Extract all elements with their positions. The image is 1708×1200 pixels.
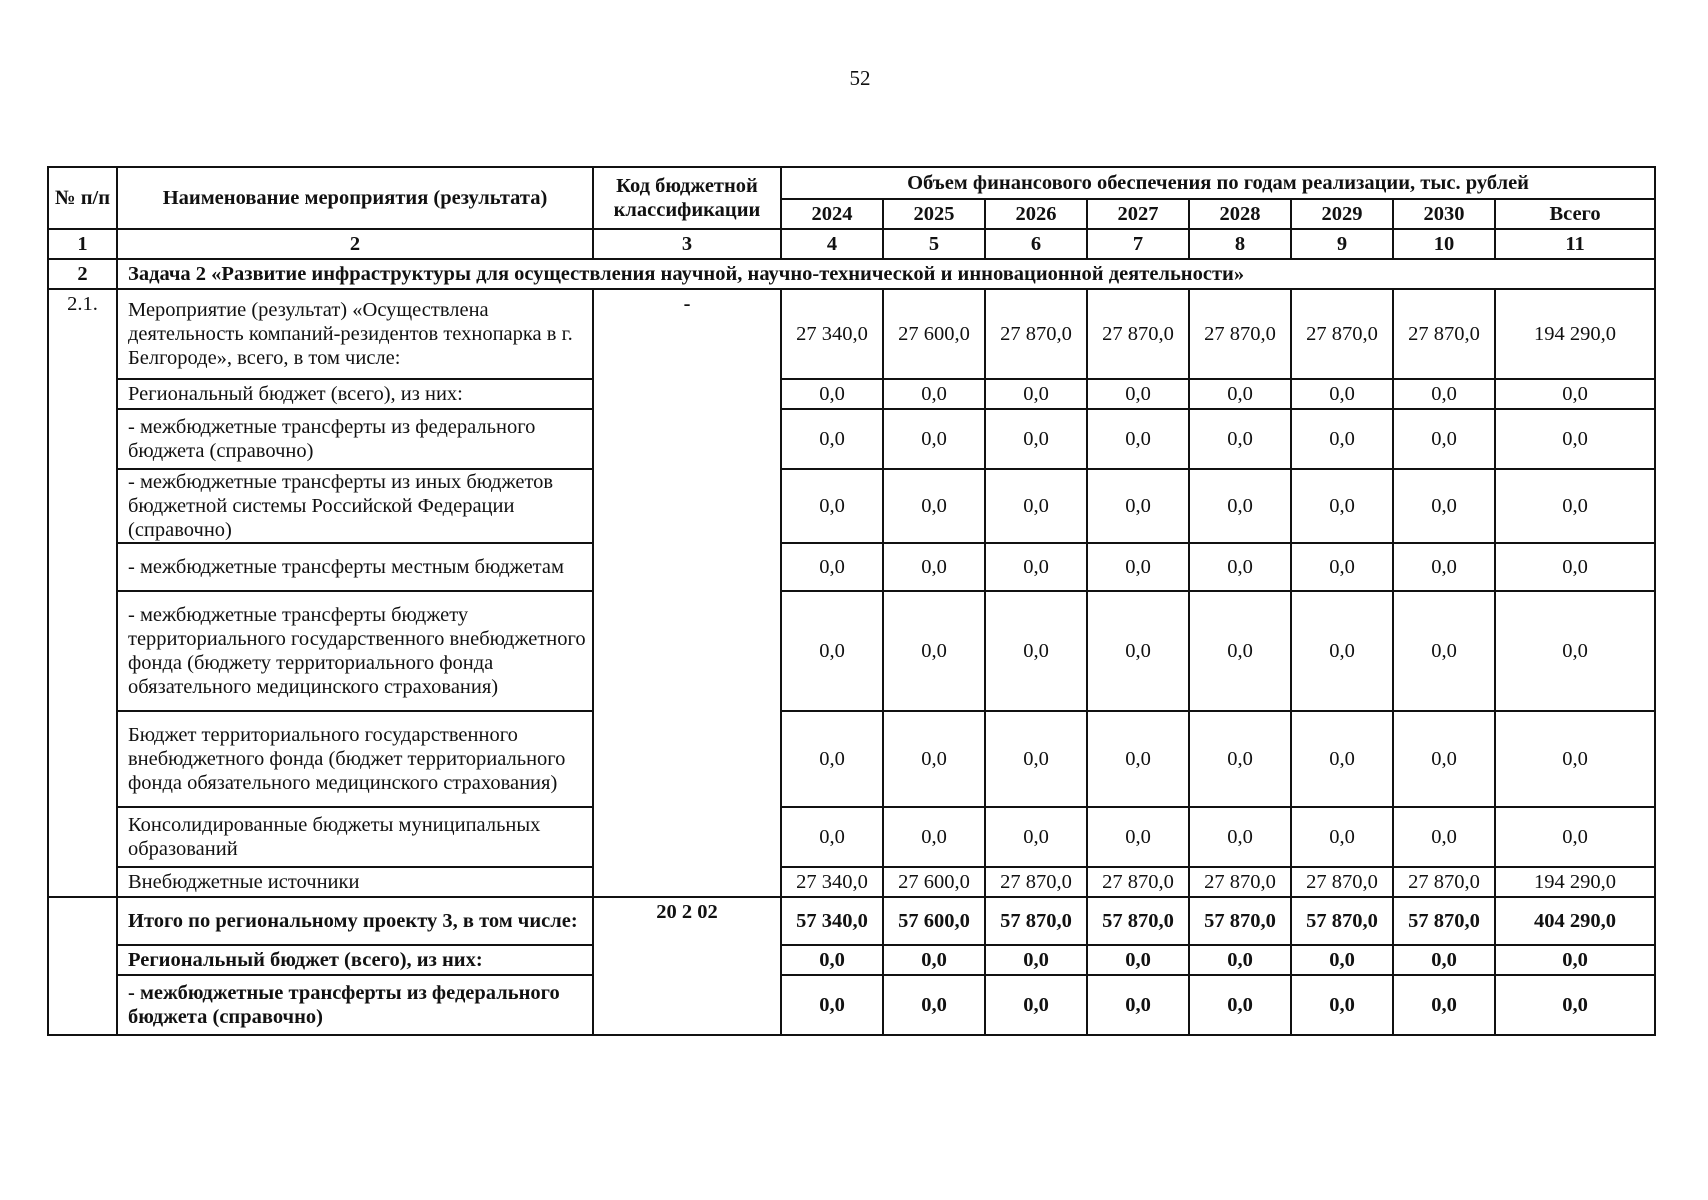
row-value: 0,0 — [1189, 807, 1291, 867]
row-value: 0,0 — [883, 543, 985, 591]
measure-row — [48, 469, 1655, 543]
row-value: 194 290,0 — [1495, 867, 1655, 897]
row-value: 404 290,0 — [1495, 897, 1655, 945]
row-value: 0,0 — [1087, 543, 1189, 591]
header-index: 1 — [48, 229, 117, 259]
row-value: 0,0 — [781, 591, 883, 711]
row-value: 0,0 — [1291, 975, 1393, 1035]
task-num: 2 — [48, 259, 117, 289]
row-value: 0,0 — [1495, 379, 1655, 409]
total-row — [48, 975, 1655, 1035]
row-value: 0,0 — [1087, 591, 1189, 711]
row-value: 194 290,0 — [1495, 289, 1655, 379]
row-value: 27 870,0 — [985, 289, 1087, 379]
row-value: 57 870,0 — [1291, 897, 1393, 945]
header-index-row — [48, 229, 1655, 259]
row-value: 0,0 — [883, 379, 985, 409]
row-value: 57 870,0 — [1393, 897, 1495, 945]
header-col-num: № п/п — [48, 167, 117, 229]
row-name: Консолидированные бюджеты муниципальных образований — [117, 807, 593, 867]
row-value: 0,0 — [1189, 409, 1291, 469]
row-value: 0,0 — [1291, 591, 1393, 711]
task-text: Задача 2 «Развитие инфраструктуры для осуществления научной, научно-технической и инновационной деятельности» — [117, 259, 1655, 289]
row-value: 0,0 — [1189, 469, 1291, 543]
row-value: 0,0 — [985, 543, 1087, 591]
row-value: 0,0 — [1087, 975, 1189, 1035]
row-value: 0,0 — [1393, 409, 1495, 469]
row-value: 0,0 — [1291, 807, 1393, 867]
row-value: 0,0 — [1087, 711, 1189, 807]
row-value: 0,0 — [1087, 945, 1189, 975]
row-value: 0,0 — [1189, 945, 1291, 975]
measure-row — [48, 591, 1655, 711]
row-name: - межбюджетные трансферты бюджету территориального государственного внебюджетного фонда (бюджету территориального фонда обязательного медицинского страхования) — [117, 591, 593, 711]
row-value: 0,0 — [1495, 945, 1655, 975]
header-year: 2028 — [1189, 199, 1291, 229]
header-index: 4 — [781, 229, 883, 259]
measure-row-code: - — [593, 289, 781, 897]
row-value: 57 870,0 — [985, 897, 1087, 945]
row-value: 57 870,0 — [1087, 897, 1189, 945]
row-value: 0,0 — [883, 409, 985, 469]
row-value: 0,0 — [1189, 543, 1291, 591]
header-index: 7 — [1087, 229, 1189, 259]
row-value: 27 870,0 — [1291, 289, 1393, 379]
row-value: 0,0 — [781, 711, 883, 807]
total-row — [48, 945, 1655, 975]
row-name: Мероприятие (результат) «Осуществлена деятельность компаний-резидентов технопарка в г. Белгороде», всего, в том числе: — [117, 289, 593, 379]
row-name: - межбюджетные трансферты из федерального бюджета (справочно) — [117, 975, 593, 1035]
row-value: 0,0 — [1189, 591, 1291, 711]
header-index: 3 — [593, 229, 781, 259]
row-value: 0,0 — [781, 469, 883, 543]
measure-row — [48, 711, 1655, 807]
row-value: 27 870,0 — [1087, 289, 1189, 379]
row-value: 0,0 — [883, 945, 985, 975]
row-value: 0,0 — [1393, 543, 1495, 591]
row-value: 0,0 — [781, 807, 883, 867]
row-value: 0,0 — [985, 591, 1087, 711]
measure-row — [48, 867, 1655, 897]
row-value: 0,0 — [1291, 409, 1393, 469]
row-value: 27 870,0 — [985, 867, 1087, 897]
header-year: 2030 — [1393, 199, 1495, 229]
row-value: 27 870,0 — [1393, 867, 1495, 897]
row-value: 0,0 — [1189, 711, 1291, 807]
row-value: 0,0 — [1291, 945, 1393, 975]
row-value: 0,0 — [1189, 379, 1291, 409]
task-row — [48, 259, 1655, 289]
row-value: 0,0 — [781, 975, 883, 1035]
row-value: 0,0 — [883, 975, 985, 1035]
header-index: 9 — [1291, 229, 1393, 259]
row-value: 0,0 — [781, 409, 883, 469]
header-year: 2025 — [883, 199, 985, 229]
row-value: 0,0 — [1495, 543, 1655, 591]
measure-row-num: 2.1. — [48, 289, 117, 897]
row-value: 57 600,0 — [883, 897, 985, 945]
measure-row — [48, 289, 1655, 379]
header-year: Всего — [1495, 199, 1655, 229]
row-value: 27 870,0 — [1393, 289, 1495, 379]
row-value: 0,0 — [1291, 543, 1393, 591]
measure-row — [48, 807, 1655, 867]
row-value: 27 600,0 — [883, 289, 985, 379]
header-index: 5 — [883, 229, 985, 259]
row-value: 0,0 — [883, 711, 985, 807]
row-value: 0,0 — [1393, 379, 1495, 409]
header-year: 2027 — [1087, 199, 1189, 229]
row-value: 0,0 — [1087, 379, 1189, 409]
row-value: 0,0 — [1393, 591, 1495, 711]
row-value: 57 870,0 — [1189, 897, 1291, 945]
row-value: 0,0 — [883, 591, 985, 711]
header-col-name: Наименование мероприятия (результата) — [117, 167, 593, 229]
header-index: 11 — [1495, 229, 1655, 259]
row-value: 0,0 — [1393, 975, 1495, 1035]
total-row-num — [48, 897, 117, 1035]
row-name: Региональный бюджет (всего), из них: — [117, 945, 593, 975]
header-year: 2029 — [1291, 199, 1393, 229]
row-name: Внебюджетные источники — [117, 867, 593, 897]
header-index: 6 — [985, 229, 1087, 259]
row-name: Бюджет территориального государственного внебюджетного фонда (бюджет территориального фонда обязательного медицинского страхования) — [117, 711, 593, 807]
row-value: 0,0 — [1087, 409, 1189, 469]
row-value: 0,0 — [883, 469, 985, 543]
row-value: 0,0 — [1291, 469, 1393, 543]
row-name: Итого по региональному проекту 3, в том числе: — [117, 897, 593, 945]
row-value: 27 870,0 — [1189, 867, 1291, 897]
header-col-code: Код бюджетной классификации — [593, 167, 781, 229]
row-value: 0,0 — [1495, 975, 1655, 1035]
row-value: 0,0 — [1495, 711, 1655, 807]
row-value: 0,0 — [781, 945, 883, 975]
row-value: 0,0 — [1393, 469, 1495, 543]
row-value: 0,0 — [985, 409, 1087, 469]
header-index: 8 — [1189, 229, 1291, 259]
row-name: - межбюджетные трансферты из иных бюджетов бюджетной системы Российской Федерации (справочно) — [117, 469, 593, 543]
row-value: 0,0 — [1087, 469, 1189, 543]
row-name: - межбюджетные трансферты местным бюджетам — [117, 543, 593, 591]
row-value: 27 870,0 — [1291, 867, 1393, 897]
row-name: Региональный бюджет (всего), из них: — [117, 379, 593, 409]
page-number: 52 — [849, 66, 871, 90]
row-value: 0,0 — [985, 807, 1087, 867]
row-value: 0,0 — [1189, 975, 1291, 1035]
total-row — [48, 897, 1655, 945]
row-value: 0,0 — [985, 711, 1087, 807]
row-value: 57 340,0 — [781, 897, 883, 945]
row-value: 27 870,0 — [1189, 289, 1291, 379]
row-value: 0,0 — [985, 469, 1087, 543]
row-value: 27 600,0 — [883, 867, 985, 897]
table-body — [48, 259, 1655, 1035]
measure-row — [48, 379, 1655, 409]
row-value: 0,0 — [1495, 591, 1655, 711]
row-value: 0,0 — [781, 543, 883, 591]
row-value: 0,0 — [1393, 807, 1495, 867]
row-value: 0,0 — [1291, 711, 1393, 807]
budget-table — [47, 166, 1656, 1036]
row-name: - межбюджетные трансферты из федерального бюджета (справочно) — [117, 409, 593, 469]
row-value: 0,0 — [1495, 409, 1655, 469]
row-value: 0,0 — [1393, 945, 1495, 975]
row-value: 0,0 — [985, 379, 1087, 409]
row-value: 0,0 — [781, 379, 883, 409]
header-index: 10 — [1393, 229, 1495, 259]
row-value: 0,0 — [1495, 807, 1655, 867]
row-value: 27 870,0 — [1087, 867, 1189, 897]
row-value: 0,0 — [1393, 711, 1495, 807]
measure-row — [48, 543, 1655, 591]
row-value: 0,0 — [883, 807, 985, 867]
row-value: 27 340,0 — [781, 867, 883, 897]
row-value: 0,0 — [1087, 807, 1189, 867]
header-col-volume: Объем финансового обеспечения по годам реализации, тыс. рублей — [781, 167, 1655, 199]
header-row-top — [48, 167, 1655, 199]
row-value: 27 340,0 — [781, 289, 883, 379]
total-row-code: 20 2 02 — [593, 897, 781, 1035]
header-year: 2024 — [781, 199, 883, 229]
row-value: 0,0 — [985, 975, 1087, 1035]
row-value: 0,0 — [985, 945, 1087, 975]
header-year: 2026 — [985, 199, 1087, 229]
measure-row — [48, 409, 1655, 469]
row-value: 0,0 — [1291, 379, 1393, 409]
row-value: 0,0 — [1495, 469, 1655, 543]
header-index: 2 — [117, 229, 593, 259]
